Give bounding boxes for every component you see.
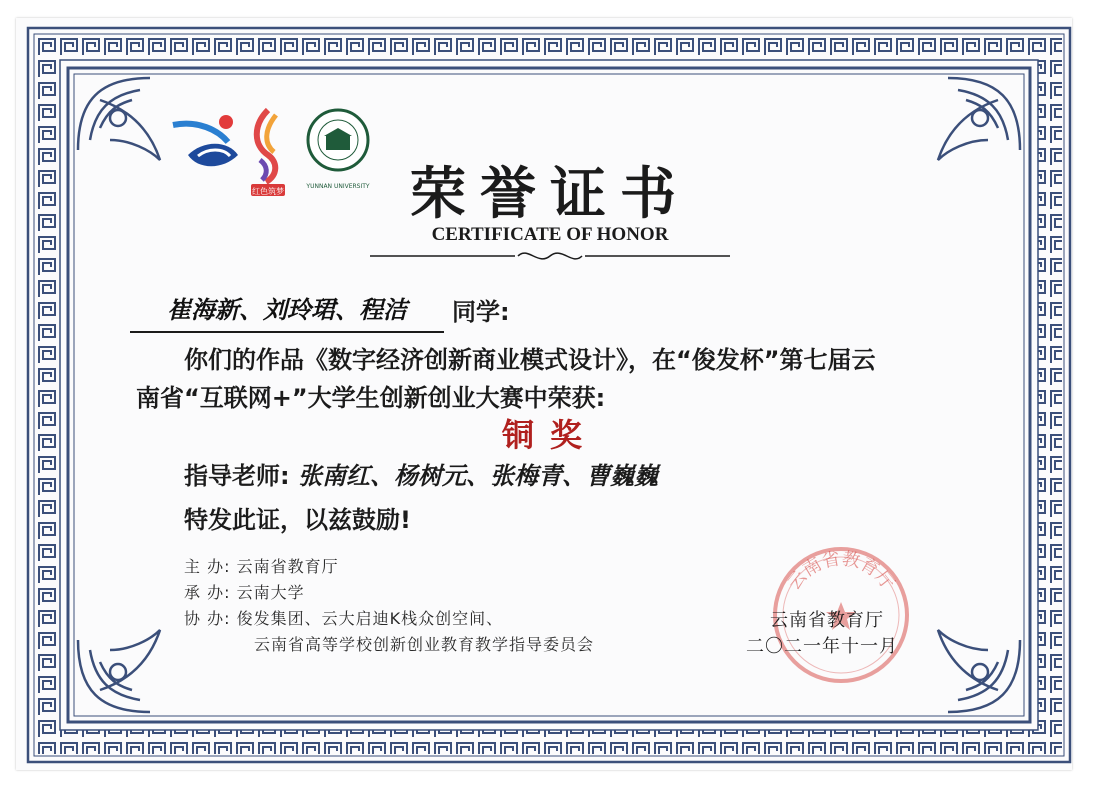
logo-group xyxy=(168,100,388,200)
organizer-continuation: 云南省高等学校创新创业教育教学指导委员会 xyxy=(254,635,595,654)
title-english: CERTIFICATE OF HONOR xyxy=(431,224,669,245)
university-seal-text: YUNNAN UNIVERSITY xyxy=(306,183,370,190)
organizer-row xyxy=(184,580,305,603)
organizer-row xyxy=(184,554,339,577)
svg-text:云南省教育厅 xyxy=(784,548,899,594)
issue-date: 二〇二一年十一月 xyxy=(746,636,898,657)
organizer-label: 主 办: xyxy=(184,557,231,576)
advisors-line xyxy=(184,456,658,491)
organizer-value: 云南大学 xyxy=(236,583,305,602)
body-line-1: 你们的作品《数字经济创新商业模式设计》，在“俊发杯”第七届云 xyxy=(184,346,876,374)
yunnan-university-seal xyxy=(308,110,368,170)
recipient-suffix: 同学: xyxy=(452,298,510,326)
issuer-name: 云南省教育厅 xyxy=(770,610,884,631)
advisors-names: 张南红、杨树元、张梅青、曹巍巍 xyxy=(297,461,658,490)
organizer-label: 协 办: xyxy=(184,609,231,628)
red-dream-logo xyxy=(251,110,285,196)
advisors-label: 指导老师: xyxy=(184,462,290,490)
red-dream-logo-text: 红色筑梦 xyxy=(252,187,284,196)
title-chinese: 荣誉证书 xyxy=(410,161,690,227)
organizer-row xyxy=(184,606,503,629)
body-line-2: 南省“互联网+”大学生创新创业大赛中荣获: xyxy=(136,384,606,412)
recipient-names: 崔海新、刘玲珺、程洁 xyxy=(130,290,444,333)
title-divider xyxy=(370,244,730,268)
organizer-label: 承 办: xyxy=(184,583,231,602)
organizer-value: 云南省教育厅 xyxy=(236,557,339,576)
stamp-text: 云南省教育厅 xyxy=(783,548,899,595)
closing-line: 特发此证，以兹鼓励! xyxy=(184,506,411,534)
award-title: 铜奖 xyxy=(501,416,598,454)
competition-logo xyxy=(173,115,238,166)
organizer-value: 俊发集团、云大启迪K栈众创空间、 xyxy=(236,609,504,628)
